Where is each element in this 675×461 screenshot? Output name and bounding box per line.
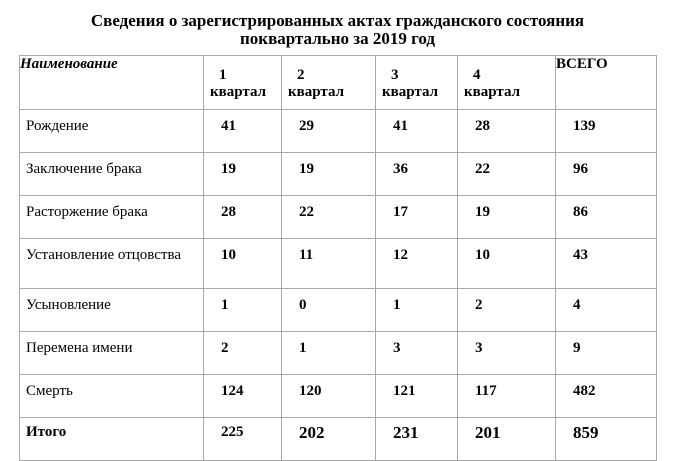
title-line-2: поквартально за 2019 год [239, 29, 436, 48]
column-header-q2 [282, 56, 376, 110]
quarter-number: 1 [219, 67, 227, 83]
cell-total: 139 [556, 110, 657, 153]
cell-q1: 124 [204, 375, 282, 418]
title-line-1: Сведения о зарегистрированных актах гражданского состояния [90, 11, 585, 30]
cell-total: 86 [556, 196, 657, 239]
cell-q4: 2 [458, 289, 556, 332]
cell-q2: 22 [282, 196, 376, 239]
table-row-paternity [20, 239, 657, 289]
table-row-death [20, 375, 657, 418]
cell-q1: 2 [204, 332, 282, 375]
cell-q2: 202 [282, 418, 376, 461]
column-header-q3 [376, 56, 458, 110]
table-row-adoption [20, 289, 657, 332]
cell-q3: 12 [376, 239, 458, 289]
cell-q2: 29 [282, 110, 376, 153]
cell-total: 482 [556, 375, 657, 418]
cell-q1: 19 [204, 153, 282, 196]
column-header-q1 [204, 56, 282, 110]
table-row-total [20, 418, 657, 461]
row-name: Рождение [20, 110, 204, 153]
quarter-label: квартал [382, 84, 438, 100]
cell-q1: 10 [204, 239, 282, 289]
cell-q3: 3 [376, 332, 458, 375]
column-header-q4 [458, 56, 556, 110]
quarter-label: квартал [464, 84, 520, 100]
quarter-number: 4 [473, 67, 481, 83]
cell-q4: 22 [458, 153, 556, 196]
table-row-marriage [20, 153, 657, 196]
column-header-name: Наименование [20, 56, 204, 110]
quarter-label: квартал [288, 84, 344, 100]
cell-q3: 17 [376, 196, 458, 239]
table-header-row [20, 56, 657, 110]
quarter-number: 2 [297, 67, 305, 83]
cell-q4: 10 [458, 239, 556, 289]
table-row-divorce [20, 196, 657, 239]
cell-q4: 117 [458, 375, 556, 418]
row-name: Смерть [20, 375, 204, 418]
cell-q1: 225 [204, 418, 282, 461]
cell-q2: 11 [282, 239, 376, 289]
quarter-number: 3 [391, 67, 399, 83]
cell-q3: 36 [376, 153, 458, 196]
cell-q2: 1 [282, 332, 376, 375]
row-name: Расторжение брака [20, 196, 204, 239]
cell-total: 9 [556, 332, 657, 375]
table-row-birth [20, 110, 657, 153]
cell-q2: 19 [282, 153, 376, 196]
cell-q2: 0 [282, 289, 376, 332]
cell-q1: 41 [204, 110, 282, 153]
table-row-name-change [20, 332, 657, 375]
cell-total: 859 [556, 418, 657, 461]
cell-q3: 121 [376, 375, 458, 418]
row-name: Перемена имени [20, 332, 204, 375]
row-name: Усыновление [20, 289, 204, 332]
cell-total: 96 [556, 153, 657, 196]
cell-q3: 1 [376, 289, 458, 332]
cell-total: 4 [556, 289, 657, 332]
cell-total: 43 [556, 239, 657, 289]
cell-q4: 28 [458, 110, 556, 153]
cell-q3: 231 [376, 418, 458, 461]
cell-q4: 201 [458, 418, 556, 461]
row-name: Установление отцовства [20, 239, 204, 289]
page-title [0, 12, 675, 48]
cell-q4: 3 [458, 332, 556, 375]
cell-q1: 1 [204, 289, 282, 332]
row-name: Заключение брака [20, 153, 204, 196]
quarter-label: квартал [210, 84, 266, 100]
row-name: Итого [20, 418, 204, 461]
acts-table [19, 55, 657, 461]
cell-q1: 28 [204, 196, 282, 239]
column-header-total: ВСЕГО [556, 56, 657, 110]
cell-q3: 41 [376, 110, 458, 153]
cell-q4: 19 [458, 196, 556, 239]
cell-q2: 120 [282, 375, 376, 418]
